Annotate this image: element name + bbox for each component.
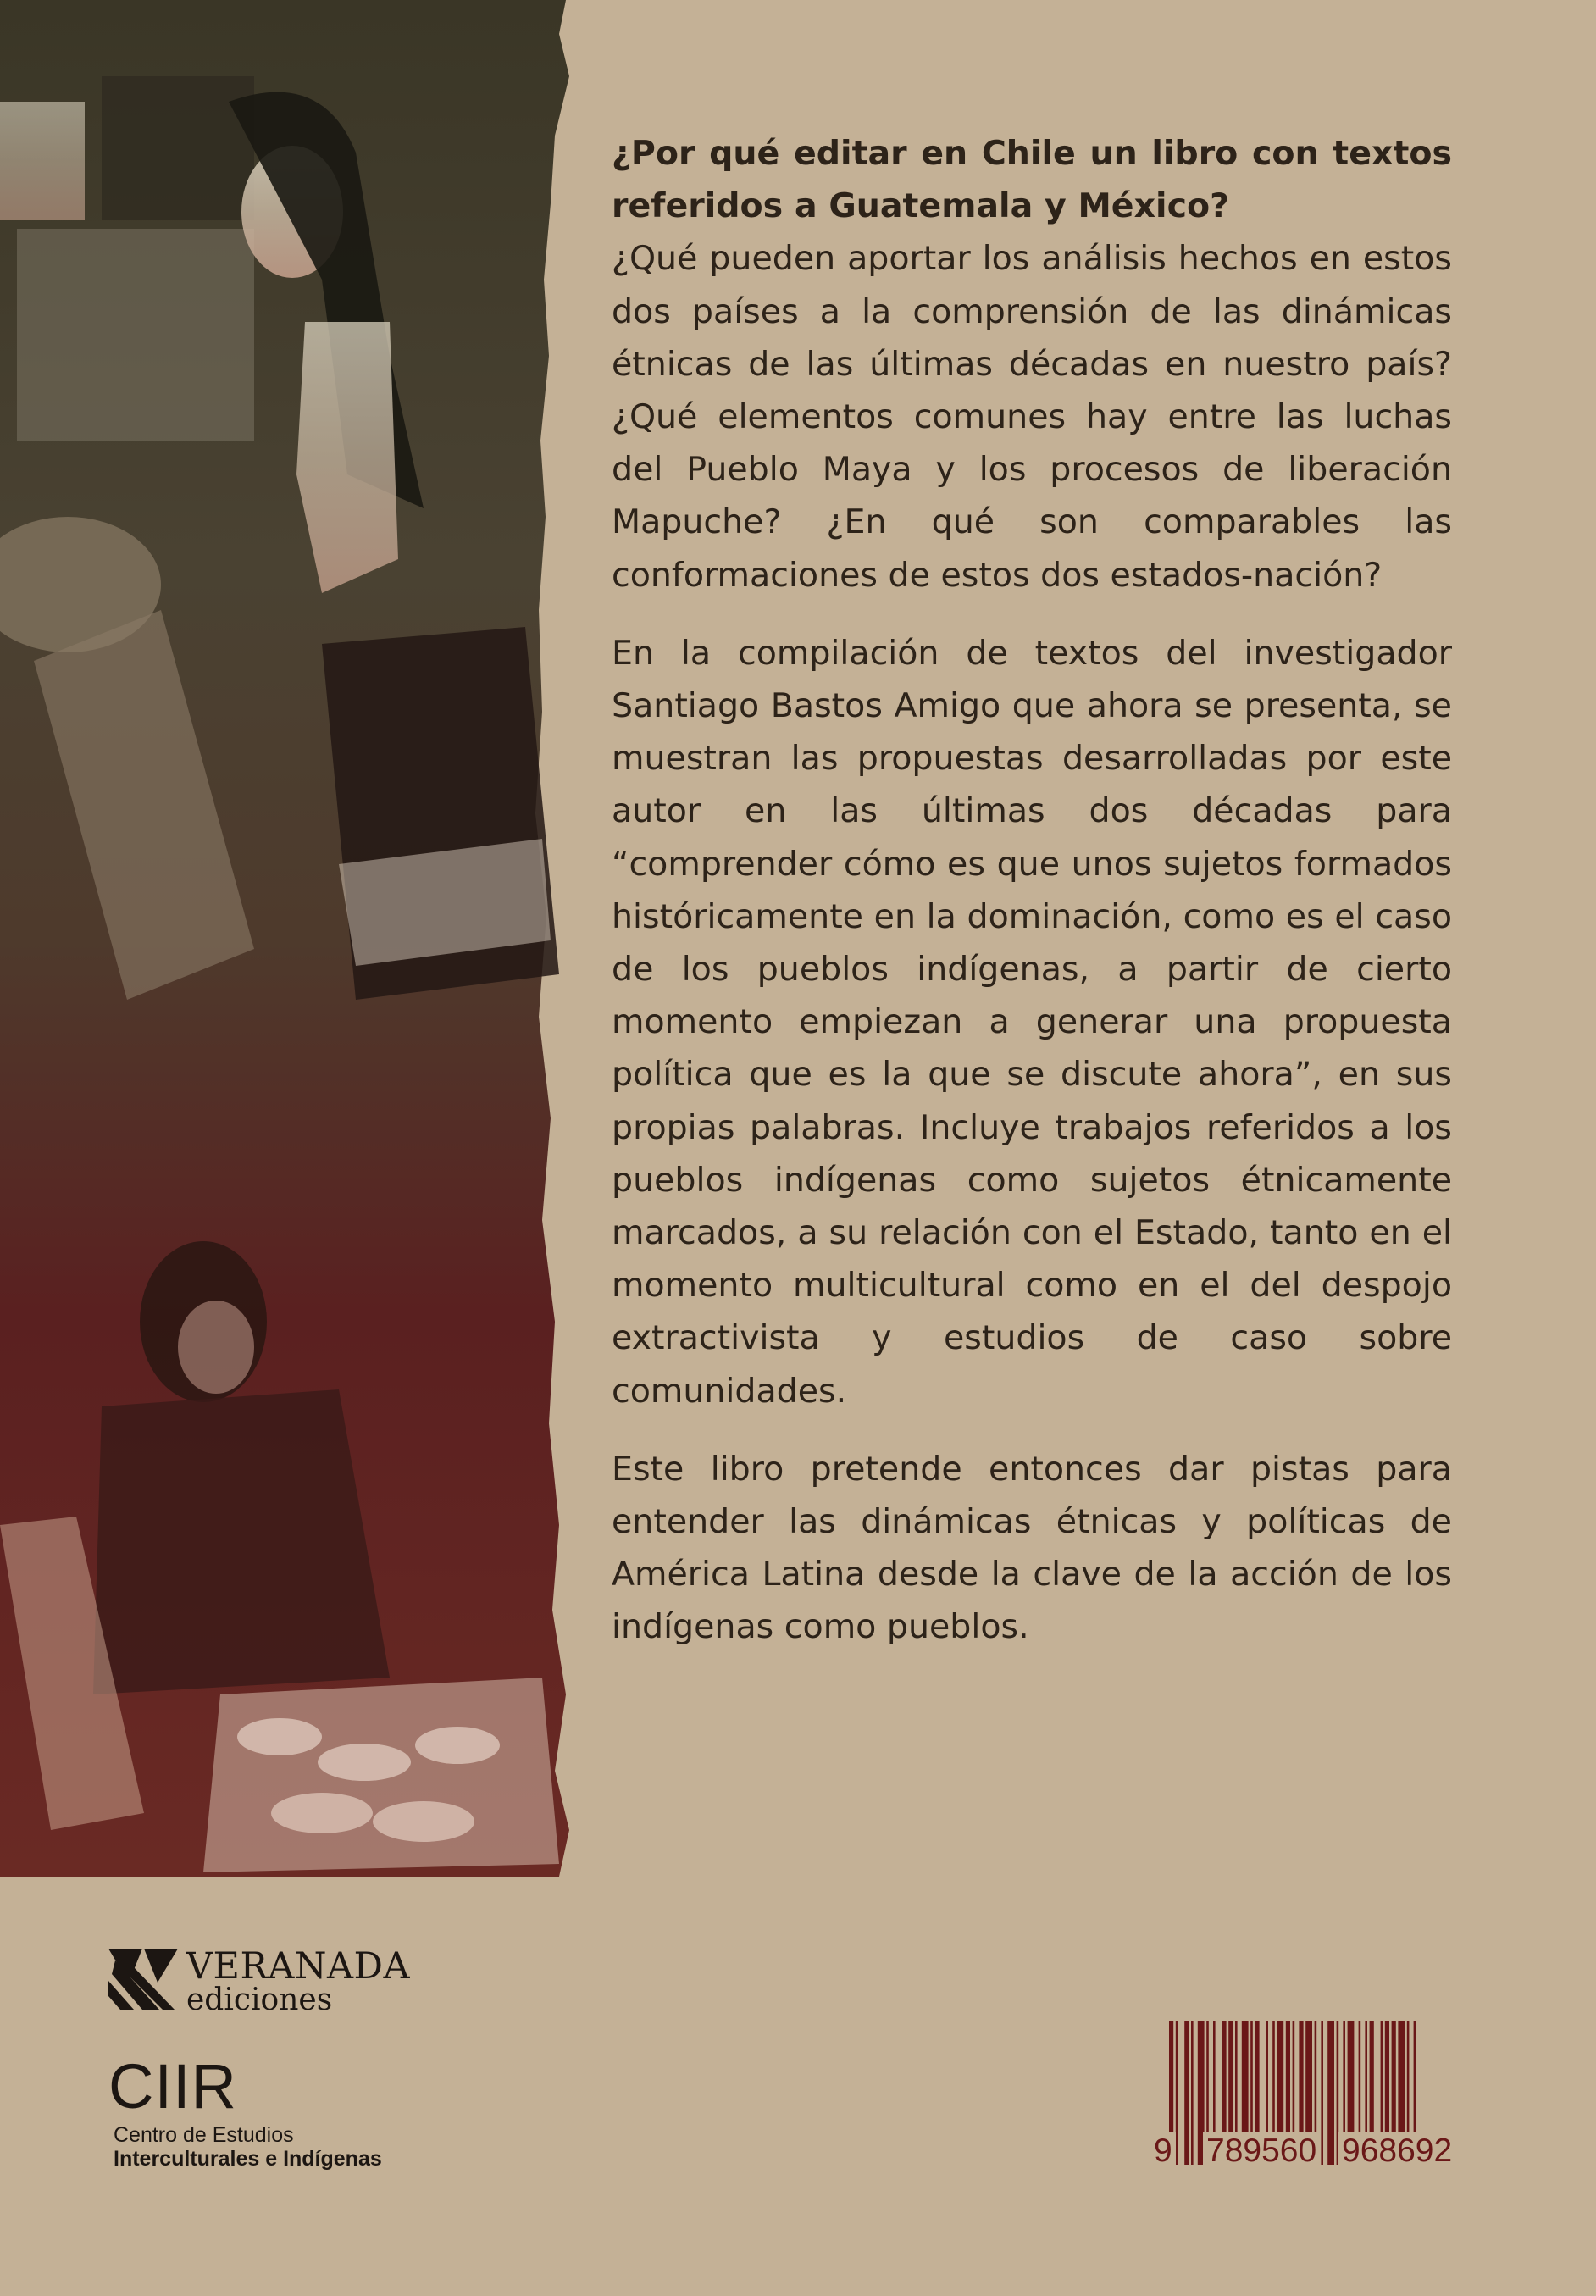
lead-question: ¿Por qué editar en Chile un libro con textos referidos a Guatemala y México? xyxy=(612,134,1452,226)
barcode-bar xyxy=(1191,2021,1194,2165)
paragraph-1-text: ¿Qué pueden aportar los análisis hechos en estos dos países a la comprensión de las dinámicas étnicas de las últimas décadas en nuestro país? ¿Qué elementos comunes hay entre las luchas del Pueblo Maya y los procesos de liberación Mapuche? ¿En qué son comparables las conformaciones de estos dos estados-nación? xyxy=(612,239,1452,595)
back-cover-text xyxy=(612,127,1452,1679)
institute-acronym: CIIR xyxy=(108,2051,237,2121)
institute-line-1: Centro de Estudios xyxy=(114,2123,294,2147)
institute-logo xyxy=(108,2051,447,2171)
paragraph-3: Este libro pretende entonces dar pistas para entender las dinámicas étnicas y políticas de América Latina desde la clave de la acción de los indígenas como pueblos. xyxy=(612,1449,1452,1647)
cover-photo xyxy=(0,0,576,1877)
barcode-bar xyxy=(1321,2021,1323,2165)
veranada-logo-icon xyxy=(108,1949,178,2010)
publisher-sub: ediciones xyxy=(186,1983,333,2017)
publisher-name: VERANADA xyxy=(186,1945,411,1988)
barcode-bar xyxy=(1327,2021,1334,2165)
paragraph-1 xyxy=(612,127,1452,602)
barcode-digit-lead: 9 xyxy=(1150,2132,1176,2170)
institute-line-2: Interculturales e Indígenas xyxy=(114,2147,382,2171)
isbn-barcode xyxy=(1154,2021,1474,2177)
publisher-logo xyxy=(108,1945,411,2017)
barcode-digits-left: 789560 xyxy=(1203,2132,1320,2170)
barcode-bar xyxy=(1176,2021,1178,2165)
barcode-bar xyxy=(1184,2021,1189,2165)
barcode-digits-right: 968692 xyxy=(1338,2132,1455,2170)
paragraph-2: En la compilación de textos del investigador Santiago Bastos Amigo que ahora se presenta, se muestran las propuestas desarrolladas por este autor en las últimas dos décadas para “comprender cómo es que unos sujetos formados históricamente en la dominación, como es el caso de los pueblos indígenas, a partir de cierto momento empiezan a generar una propuesta política que es la que se discute ahora”, en sus propias palabras. Incluye trabajos referidos a los pueblos indígenas como sujetos étnicamente marcados, a su relación con el Estado, tanto en el momento multicultural como en el del despojo extractivista y estudios de caso sobre comunidades. xyxy=(612,633,1452,1411)
